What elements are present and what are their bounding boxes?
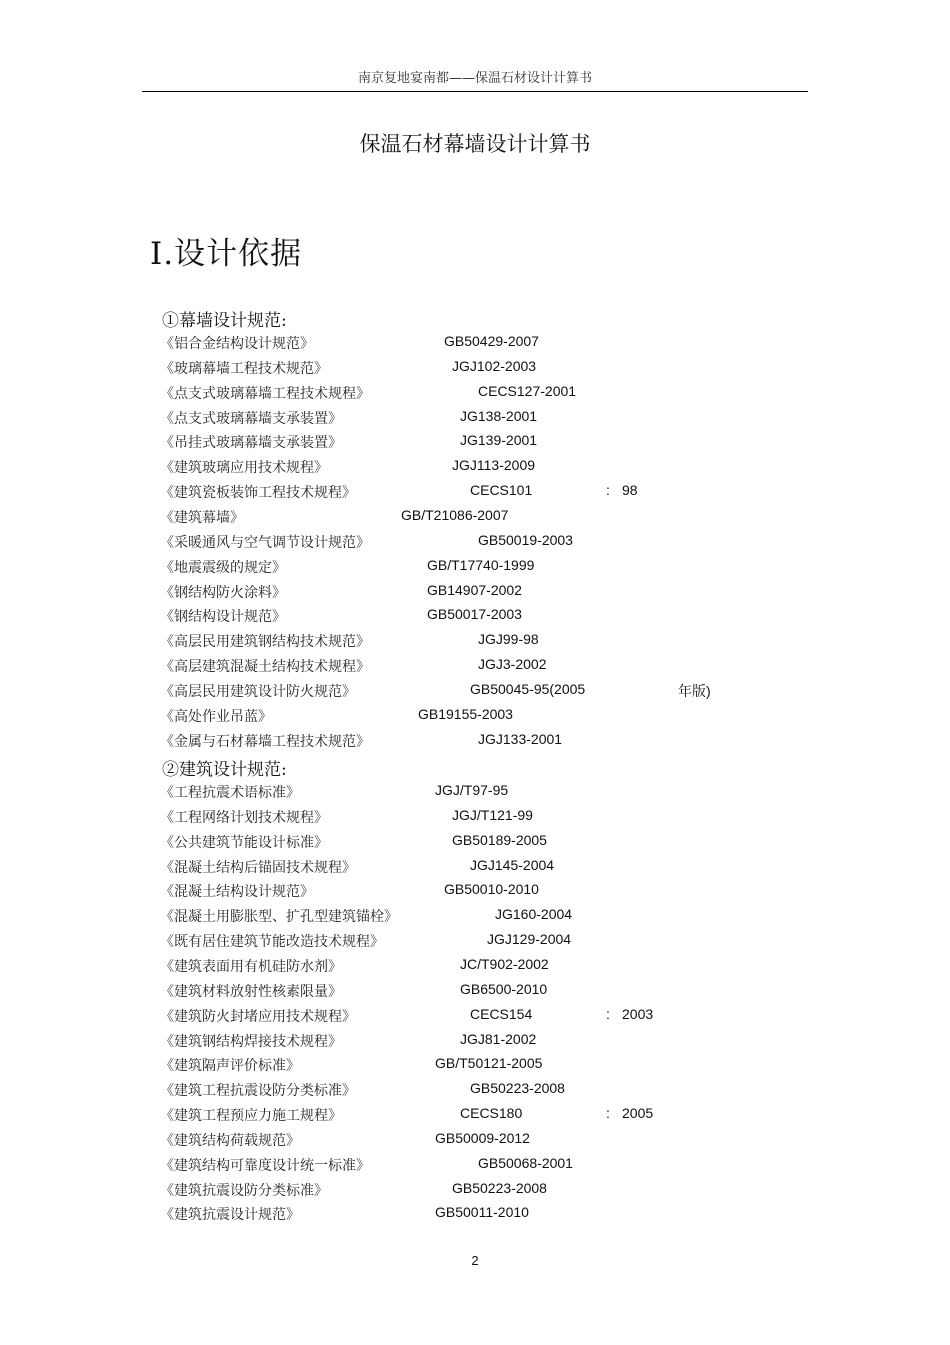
standard-code: GB50189-2005 <box>452 832 547 848</box>
standard-code: JG138-2001 <box>460 408 538 424</box>
standard-code: JGJ102-2003 <box>452 358 537 374</box>
standard-code: GB14907-2002 <box>427 582 522 598</box>
standard-code: JGJ81-2002 <box>460 1031 537 1047</box>
running-header: 南京复地宴南都——保温石材设计计算书 <box>357 71 592 86</box>
standard-name: 《金属与石材幕墙工程技术规范》 <box>160 734 370 750</box>
standard-name: 《采暖通风与空气调节设计规范》 <box>160 535 370 551</box>
standard-code-separator: : <box>606 1105 610 1121</box>
standard-code: GB50223-2008 <box>470 1080 565 1096</box>
standard-code: CECS127-2001 <box>478 383 577 399</box>
standard-name: 《铝合金结构设计规范》 <box>160 336 314 352</box>
standard-name: 《建筑结构荷载规范》 <box>160 1133 300 1149</box>
standard-name: 《工程抗震术语标准》 <box>160 785 300 801</box>
standard-name: 《地震震级的规定》 <box>160 560 286 576</box>
standard-name: 《高层民用建筑钢结构技术规范》 <box>160 634 370 650</box>
standard-code-separator: : <box>606 1006 610 1022</box>
standard-name: 《点支式玻璃幕墙支承装置》 <box>160 411 342 427</box>
standard-code: GB/T17740-1999 <box>427 557 535 573</box>
standard-name: 《混凝土用膨胀型、扩孔型建筑锚栓》 <box>160 909 398 925</box>
standard-name: 《建筑防火封堵应用技术规程》 <box>160 1009 356 1025</box>
standard-name: 《建筑结构可靠度设计统一标准》 <box>160 1158 370 1174</box>
standard-code: GB50429-2007 <box>444 333 539 349</box>
standard-code: GB/T21086-2007 <box>401 507 509 523</box>
section-heading: Ⅰ.设计依据 <box>150 236 303 272</box>
standard-name: 《混凝土结构后锚固技术规程》 <box>160 860 356 876</box>
standard-code: CECS180 <box>460 1105 523 1121</box>
standard-name: 《公共建筑节能设计标准》 <box>160 835 328 851</box>
document-title: 保温石材幕墙设计计算书 <box>359 132 591 156</box>
standard-code-suffix: 年版) <box>678 683 711 699</box>
standard-code: GB6500-2010 <box>460 981 548 997</box>
standard-code-separator: : <box>606 482 610 498</box>
standard-name: 《吊挂式玻璃幕墙支承装置》 <box>160 435 342 451</box>
standard-code: JGJ99-98 <box>478 631 539 647</box>
standard-name: 《建筑幕墙》 <box>160 510 244 526</box>
standard-code: GB19155-2003 <box>418 706 513 722</box>
standard-code: JGJ/T97-95 <box>435 782 509 798</box>
standard-name: 《建筑玻璃应用技术规程》 <box>160 460 328 476</box>
standard-code: JGJ/T121-99 <box>452 807 533 823</box>
standard-code: CECS101 <box>470 482 533 498</box>
group-heading: ②建筑设计规范: <box>162 760 287 780</box>
standard-code: GB50068-2001 <box>478 1155 573 1171</box>
standard-name: 《钢结构防火涂料》 <box>160 585 286 601</box>
standard-code-suffix: 98 <box>622 482 638 498</box>
standard-name: 《建筑工程抗震设防分类标准》 <box>160 1083 356 1099</box>
standard-code: GB50223-2008 <box>452 1180 547 1196</box>
standard-code: JGJ113-2009 <box>452 457 536 473</box>
group-heading: ①幕墙设计规范: <box>162 311 287 331</box>
standard-name: 《建筑钢结构焊接技术规程》 <box>160 1034 342 1050</box>
standard-name: 《玻璃幕墙工程技术规范》 <box>160 361 328 377</box>
standard-name: 《既有居住建筑节能改造技术规程》 <box>160 934 384 950</box>
standard-name: 《建筑瓷板装饰工程技术规程》 <box>160 485 356 501</box>
standard-code: GB50019-2003 <box>478 532 573 548</box>
standard-code: JC/T902-2002 <box>460 956 549 972</box>
standard-name: 《高层建筑混凝土结构技术规程》 <box>160 659 370 675</box>
standard-code: JGJ133-2001 <box>478 731 563 747</box>
header-divider <box>142 91 808 92</box>
standard-name: 《建筑抗震设计规范》 <box>160 1207 300 1223</box>
standard-code: CECS154 <box>470 1006 533 1022</box>
standard-code: JGJ129-2004 <box>487 931 572 947</box>
standard-name: 《建筑隔声评价标准》 <box>160 1058 300 1074</box>
standard-code: GB50011-2010 <box>435 1204 529 1220</box>
standard-code: GB50010-2010 <box>444 881 539 897</box>
standard-name: 《钢结构设计规范》 <box>160 609 286 625</box>
standard-code: GB/T50121-2005 <box>435 1055 543 1071</box>
standard-name: 《高处作业吊蓝》 <box>160 709 272 725</box>
standard-code: GB50009-2012 <box>435 1130 530 1146</box>
standard-name: 《建筑材料放射性核素限量》 <box>160 984 342 1000</box>
standard-name: 《建筑工程预应力施工规程》 <box>160 1108 342 1124</box>
standard-name: 《点支式玻璃幕墙工程技术规程》 <box>160 386 370 402</box>
standard-name: 《工程网络计划技术规程》 <box>160 810 328 826</box>
standard-code: JGJ145-2004 <box>470 857 555 873</box>
standard-code: JGJ3-2002 <box>478 656 547 672</box>
standard-code-suffix: 2005 <box>622 1105 654 1121</box>
standard-code: GB50045-95(2005 <box>470 681 586 697</box>
standard-code: JG139-2001 <box>460 432 538 448</box>
standard-code: GB50017-2003 <box>427 606 522 622</box>
standard-name: 《混凝土结构设计规范》 <box>160 884 314 900</box>
standard-name: 《建筑抗震设防分类标准》 <box>160 1183 328 1199</box>
standard-code: JG160-2004 <box>495 906 573 922</box>
standard-name: 《建筑表面用有机硅防水剂》 <box>160 959 342 975</box>
standard-name: 《高层民用建筑设计防火规范》 <box>160 684 356 700</box>
standard-code-suffix: 2003 <box>622 1006 654 1022</box>
page-number: 2 <box>471 1253 479 1268</box>
